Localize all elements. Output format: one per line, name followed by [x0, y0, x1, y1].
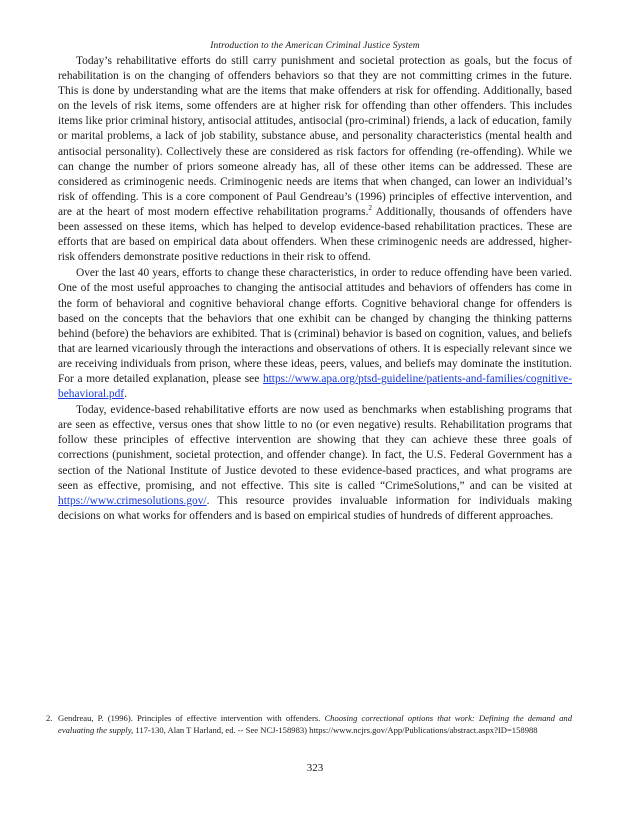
- paragraph-1: [58, 54, 572, 265]
- running-title: Introduction to the American Criminal Justice System: [210, 41, 420, 51]
- footnote-text-b: 117-130, Alan T Harland, ed. -- See NCJ-158983) https://www.ncjrs.gov/App/Publications/abstract.aspx?ID=158988: [133, 725, 538, 735]
- paragraph-3-text-a: Today, evidence-based rehabilitative efforts are now used as benchmarks when establishing programs that are seen as effective, versus ones that show little to no (or even negative) results. Rehabilitation programs that follow these principles of effective intervention are showing that they can achieve these three goals of corrections (punishment, societal protection, and offender change). In fact, the U.S. Federal Government has a section of the National Institute of Justice devoted to these evidence-based practices, and what programs are seen as effective, promising, and not effective. This site is called “CrimeSolutions,” and can be visited at: [58, 404, 572, 492]
- footnote-text-a: Gendreau, P. (1996). Principles of effective intervention with offenders.: [58, 713, 325, 723]
- crimesolutions-link[interactable]: https://www.crimesolutions.gov/: [58, 494, 207, 507]
- paragraph-3: [58, 403, 572, 524]
- main-text: [58, 54, 572, 524]
- page-number: 323: [306, 762, 324, 774]
- footnote-reference[interactable]: 2: [368, 204, 372, 213]
- footnote-number: 2.: [46, 713, 53, 723]
- apa-guideline-link[interactable]: https://www.apa.org/ptsd-guideline/patients-and-families/cognitive-behavioral.pdf: [58, 372, 572, 401]
- paragraph-2: [58, 266, 572, 402]
- paragraph-1-text-b: Additionally, thousands of offenders have been assessed on these items, which has helped to develop evidence-based rehabilitation practices. These are efforts that are based on empirical data about offenders. When these criminogenic needs are addressed, higher-risk offenders demonstrate positive reductions in their risk to offend.: [58, 205, 572, 264]
- footnote: [46, 712, 572, 736]
- paragraph-1-text-a: Today’s rehabilitative efforts do still carry punishment and societal protection as goals, but the focus of rehabilitation is on the changing of offenders behaviors so that they are not committing crimes in the future. This is done by understanding what are the items that make offenders at risk for offending. Additionally, based on the levels of risk items, some offenders are at higher risk for offending than other offenders. This includes items like prior criminal history, antisocial attitudes, antisocial (pro-criminal) friends, a lack of education, family or marital problems, a lack of job stability, substance abuse, and personality characteristics (mental health and antisocial personality). Collectively these are considered as risk factors for offending (re-offending). While we can change the number of priors someone already has, all of these other items can be addressed. These are considered as criminogenic needs. Criminogenic needs are items that when changed, can lower an individual’s risk of offending. This is a core component of Paul Gendreau’s (1996) principles of effective intervention, and are at the heart of most modern effective rehabilitation programs.: [58, 55, 572, 218]
- footnote-book-title: Choosing correctional options that work: Defining the demand and evaluating the supply,: [58, 713, 572, 735]
- paragraph-2-text-b: .: [124, 388, 127, 401]
- paragraph-3-text-b: . This resource provides invaluable information for individuals making decisions on what works for offenders and is based on empirical studies of hundreds of different approaches.: [58, 494, 572, 522]
- paragraph-2-text-a: Over the last 40 years, efforts to change these characteristics, in order to reduce offending have been varied. One of the most useful approaches to changing the antisocial attitudes and behaviors of offenders has come in the form of behavioral and cognitive behavioral change efforts. Cognitive behavioral change for offenders is based on the concepts that the behaviors that one exhibit can be changed by changing the thinking patterns behind (before) the behaviors are exhibited. That is (criminal) behavior is based on cognition, values, and beliefs that are learned vicariously through the interactions and observations of others. It is especially relevant since we are receiving individuals from prison, where these ideas, peers, values, and beliefs may dominate the institution. For a more detailed explanation, please see: [58, 267, 572, 385]
